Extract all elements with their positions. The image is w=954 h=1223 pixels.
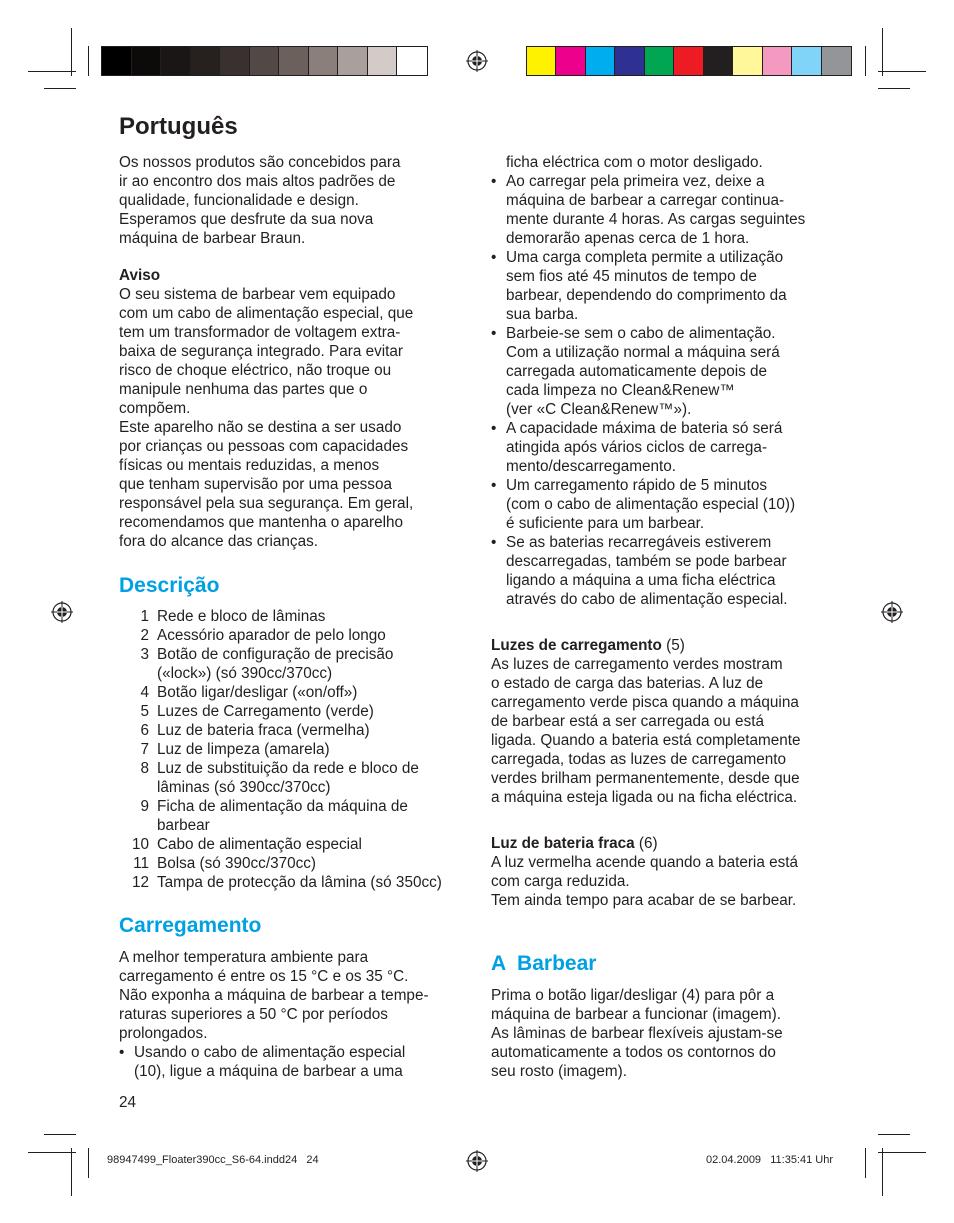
- item-number: 12: [131, 874, 149, 891]
- item-text: Botão de configuração de precisão («lock») (só 390cc/370cc): [157, 646, 394, 682]
- item-number: 10: [131, 836, 149, 853]
- low-battery-ref: (6): [634, 835, 658, 852]
- gray-swatch: [250, 47, 280, 75]
- color-swatch: [704, 47, 733, 75]
- list-item: [119, 873, 469, 892]
- list-item: [119, 702, 469, 721]
- crop-mark: [44, 1134, 76, 1135]
- item-text: Tampa de protecção da lâmina (só 350cc): [157, 874, 442, 891]
- low-battery-heading-line: [491, 834, 658, 853]
- gray-swatch: [338, 47, 368, 75]
- footer-filename: 98947499_Floater390cc_S6-64.indd24 24: [107, 1154, 319, 1166]
- list-item: [119, 645, 469, 683]
- continuation-text: ficha eléctrica com o motor desligado.: [506, 154, 763, 171]
- gray-swatch: [220, 47, 250, 75]
- item-number: 8: [140, 760, 149, 777]
- item-text: Luzes de Carregamento (verde): [157, 703, 374, 720]
- crop-mark: [882, 28, 883, 76]
- gray-swatch: [309, 47, 339, 75]
- shaving-paragraph: Prima o botão ligar/desligar (4) para pôr a máquina de barbear a funcionar (imagem). As lâminas de barbear flexíveis ajustam-se automaticamente a todos os contornos do seu rosto (imagem).: [491, 987, 783, 1080]
- grayscale-bar: [101, 46, 428, 76]
- crop-mark: [882, 1148, 883, 1196]
- crop-mark: [878, 1152, 926, 1153]
- list-item: • Usando o cabo de alimentação especial (10), ligue a máquina de barbear a uma: [119, 1043, 469, 1081]
- low-battery-paragraph: A luz vermelha acende quando a bateria está com carga reduzida. Tem ainda tempo para acabar de se barbear.: [491, 854, 798, 909]
- page-number: 24: [119, 1094, 137, 1111]
- color-swatch: [822, 47, 851, 75]
- item-text: Cabo de alimentação especial: [157, 836, 362, 853]
- crop-mark: [878, 1134, 910, 1135]
- item-number: 5: [140, 703, 149, 720]
- item-number: 11: [133, 855, 149, 872]
- item-text: Ficha de alimentação da máquina de barbear: [157, 798, 408, 834]
- list-item: [119, 626, 469, 645]
- item-text: Botão ligar/desligar («on/off»): [157, 684, 358, 701]
- charging-tips-list: [491, 172, 836, 609]
- list-item: [119, 607, 469, 626]
- list-item: [119, 854, 469, 873]
- item-number: 2: [140, 627, 149, 644]
- item-number: 1: [140, 608, 149, 625]
- charging-lights-ref: (5): [661, 637, 685, 654]
- parts-list: [119, 607, 469, 892]
- charging-heading: Carregamento: [119, 914, 262, 937]
- item-number: 4: [140, 684, 149, 701]
- item-number: 9: [140, 798, 149, 815]
- charging-bullets: [119, 1043, 469, 1081]
- crop-mark: [88, 1148, 89, 1178]
- charging-lights-heading-line: [491, 636, 685, 655]
- crop-mark: [71, 28, 72, 76]
- item-text: Bolsa (só 390cc/370cc): [157, 855, 316, 872]
- gray-swatch: [161, 47, 191, 75]
- intro-paragraph: Os nossos produtos são concebidos para ir ao encontro dos mais altos padrões de qualidade, funcionalidade e design. Esperamos que desfrute da sua nova máquina de barbear Braun.: [119, 154, 401, 247]
- item-text: Luz de bateria fraca (vermelha): [157, 722, 370, 739]
- list-item: [119, 759, 469, 797]
- crop-mark: [28, 1152, 76, 1153]
- crop-mark: [878, 71, 926, 72]
- color-swatch: [527, 47, 556, 75]
- list-item: [119, 740, 469, 759]
- list-item: • Um carregamento rápido de 5 minutos (com o cabo de alimentação especial (10)) é suficiente para um barbear.: [491, 476, 836, 533]
- registration-mark-icon: [51, 601, 73, 623]
- warning-paragraph: O seu sistema de barbear vem equipado com um cabo de alimentação especial, que tem um transformador de voltagem extra- baixa de segurança integrado. Para evitar risco de choque eléctrico, não troque ou manipule nenhuma das partes que o compõem. Este aparelho não se destina a ser usado por crianças ou pessoas com capacidades físicas ou mentais reduzidas, a menos que tenham supervisão por uma pessoa responsável pela sua segurança. Em geral, recomendamos que mantenha o aparelho fora do alcance das crianças.: [119, 286, 414, 550]
- gray-swatch: [279, 47, 309, 75]
- item-text: Rede e bloco de lâminas: [157, 608, 326, 625]
- list-item: [119, 721, 469, 740]
- page-title: Português: [119, 113, 238, 140]
- low-battery-heading: Luz de bateria fraca: [491, 835, 635, 852]
- color-swatch: [615, 47, 644, 75]
- item-number: 3: [140, 646, 149, 663]
- color-swatch: [586, 47, 615, 75]
- list-item: • Barbeie-se sem o cabo de alimentação. Com a utilização normal a máquina será carregada automaticamente depois de cada limpeza no Clean&Renew™ (ver «C Clean&Renew™»).: [491, 324, 836, 419]
- item-text: Luz de limpeza (amarela): [157, 741, 330, 758]
- item-text: Acessório aparador de pelo longo: [157, 627, 386, 644]
- color-swatch: [645, 47, 674, 75]
- gray-swatch: [132, 47, 162, 75]
- charging-lights-paragraph: As luzes de carregamento verdes mostram o estado de carga das baterias. A luz de carregamento verde pisca quando a máquina de barbear está a ser carregada ou está ligada. Quando a bateria está completamente carregada, todas as luzes de carregamento verdes brilham permanentemente, desde que a máquina esteja ligada ou na ficha eléctrica.: [491, 656, 801, 806]
- list-item: [119, 835, 469, 854]
- charging-paragraph: A melhor temperatura ambiente para carregamento é entre os 15 °C e os 35 °C. Não exponha a máquina de barbear a tempe- raturas superiores a 50 °C por períodos prolongados.: [119, 949, 429, 1042]
- registration-mark-icon: [466, 1150, 488, 1172]
- item-text: Luz de substituição da rede e bloco de lâminas (só 390cc/370cc): [157, 760, 419, 796]
- list-item: • Ao carregar pela primeira vez, deixe a máquina de barbear a carregar continua- mente durante 4 horas. As cargas seguintes demorarão apenas cerca de 1 hora.: [491, 172, 836, 248]
- crop-mark: [71, 1148, 72, 1196]
- charging-lights-heading: Luzes de carregamento: [491, 637, 662, 654]
- registration-mark-icon: [466, 50, 488, 72]
- gray-swatch: [191, 47, 221, 75]
- list-item: [119, 797, 469, 835]
- crop-mark: [878, 88, 910, 89]
- crop-mark: [88, 46, 89, 76]
- list-item: [119, 683, 469, 702]
- color-swatch: [556, 47, 585, 75]
- list-item: • A capacidade máxima de bateria só será atingida após vários ciclos de carrega- mento/descarregamento.: [491, 419, 836, 476]
- color-swatch: [733, 47, 762, 75]
- crop-mark: [865, 1148, 866, 1178]
- list-item: • Uma carga completa permite a utilização sem fios até 45 minutos de tempo de barbear, dependendo do comprimento da sua barba.: [491, 248, 836, 324]
- gray-swatch: [397, 47, 427, 75]
- gray-swatch: [102, 47, 132, 75]
- color-bar: [526, 46, 852, 76]
- item-number: 7: [140, 741, 149, 758]
- warning-heading: Aviso: [119, 267, 161, 284]
- color-swatch: [792, 47, 821, 75]
- shaving-heading: A Barbear: [491, 952, 597, 975]
- crop-mark: [44, 88, 76, 89]
- gray-swatch: [368, 47, 398, 75]
- crop-mark: [865, 46, 866, 76]
- description-heading: Descrição: [119, 574, 220, 597]
- crop-mark: [28, 71, 76, 72]
- registration-mark-icon: [881, 601, 903, 623]
- footer-timestamp: 02.04.2009 11:35:41 Uhr: [706, 1154, 834, 1166]
- item-number: 6: [140, 722, 149, 739]
- list-item: • Se as baterias recarregáveis estiverem descarregadas, também se pode barbear ligando a máquina a uma ficha eléctrica através do cabo de alimentação especial.: [491, 533, 836, 609]
- color-swatch: [763, 47, 792, 75]
- color-swatch: [674, 47, 703, 75]
